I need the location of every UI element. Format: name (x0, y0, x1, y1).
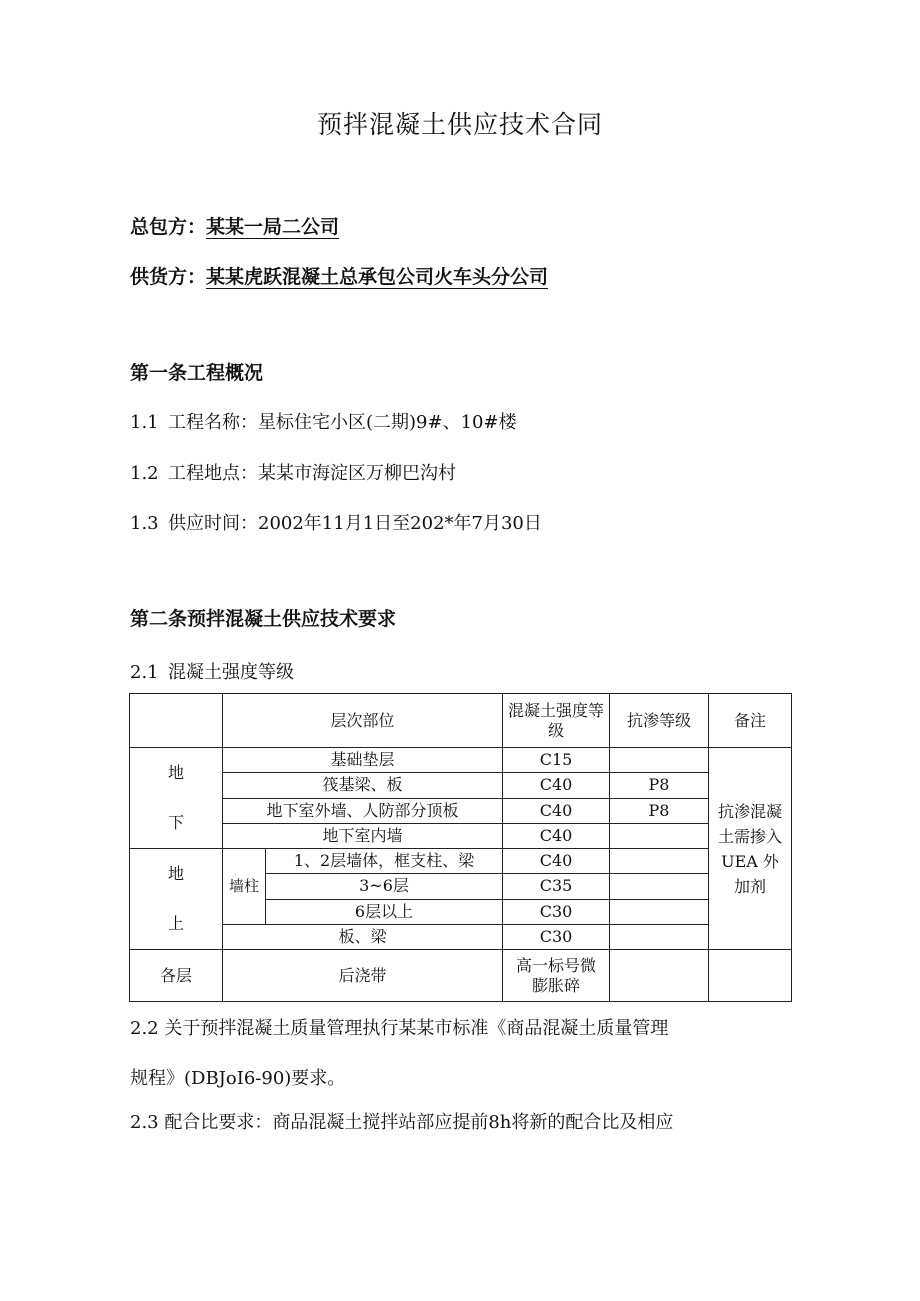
item-text: 混凝土强度等级 (168, 662, 294, 683)
table-header-row (130, 694, 792, 748)
item-number: 1.1 (130, 412, 159, 433)
article-1-heading: 第一条工程概况 (130, 362, 264, 384)
supplier-value: 某某虎跃混凝土总承包公司火车头分公司 (206, 266, 549, 288)
note-cell: 抗渗混凝土需掺入 UEA 外 加剂 (709, 748, 792, 950)
header-strength: 混凝土强度等级 (503, 694, 610, 748)
item-number: 1.2 (130, 463, 159, 484)
location-cell: 地下室外墙、人防部分顶板 (223, 798, 503, 823)
location-cell: 1、2层墙体，框支柱、梁 (266, 849, 503, 874)
impermeability-cell (610, 823, 709, 848)
supplier-label: 供货方： (130, 266, 207, 288)
impermeability-cell: P8 (610, 798, 709, 823)
impermeability-cell (610, 924, 709, 949)
item-text: 工程名称：星标住宅小区(二期)9#、10#楼 (168, 412, 517, 433)
document-title: 预拌混凝土供应技术合同 (316, 110, 603, 139)
contractor-value: 某某一局二公司 (206, 216, 340, 238)
location-cell: 3~6层 (266, 874, 503, 899)
above-ground-label: 地 上 (130, 849, 223, 950)
location-cell: 后浇带 (223, 950, 503, 1002)
strength-cell: C35 (503, 874, 610, 899)
location-cell: 6层以上 (266, 899, 503, 924)
table-row (130, 924, 792, 949)
impermeability-cell (610, 874, 709, 899)
item-number: 1.3 (130, 513, 159, 534)
location-cell: 基础垫层 (223, 748, 503, 773)
impermeability-cell (610, 748, 709, 773)
article-1-item (130, 408, 517, 434)
table-row (130, 798, 792, 823)
header-note: 备注 (709, 694, 792, 748)
item-number: 2.1 (130, 662, 159, 683)
table-row (130, 950, 792, 1002)
item-text: 供应时间：2002年11月1日至202*年7月30日 (168, 513, 542, 534)
table-row (130, 823, 792, 848)
strength-cell: 高一标号微膨胀碎 (503, 950, 610, 1002)
table-row (130, 748, 792, 773)
note-blank-cell (709, 950, 792, 1002)
location-cell: 板、梁 (223, 924, 503, 949)
article-2-sub2-line2: 规程》(DBJoI6-90)要求。 (130, 1068, 346, 1089)
impermeability-cell (610, 849, 709, 874)
article-1-item (130, 509, 542, 535)
contractor-line (130, 212, 339, 239)
item-text: 工程地点：某某市海淀区万柳巴沟村 (168, 463, 456, 484)
table-row (130, 849, 792, 874)
underground-label: 地 下 (130, 748, 223, 849)
impermeability-cell (610, 950, 709, 1002)
strength-cell: C40 (503, 823, 610, 848)
header-blank (130, 694, 223, 748)
strength-cell: C40 (503, 798, 610, 823)
strength-cell: C40 (503, 849, 610, 874)
strength-cell: C30 (503, 899, 610, 924)
impermeability-cell (610, 899, 709, 924)
article-2-sub3: 2.3 配合比要求：商品混凝土搅拌站部应提前8h将新的配合比及相应 (130, 1112, 674, 1133)
concrete-strength-table (129, 693, 792, 1002)
location-cell: 地下室内墙 (223, 823, 503, 848)
strength-cell: C30 (503, 924, 610, 949)
category-cell: 各层 (130, 950, 223, 1002)
strength-cell: C40 (503, 773, 610, 798)
header-location: 层次部位 (223, 694, 503, 748)
table-row (130, 773, 792, 798)
header-impermeability: 抗渗等级 (610, 694, 709, 748)
wall-column-label: 墙柱 (223, 849, 266, 925)
article-2-sub2-line1: 2.2 关于预拌混凝土质量管理执行某某市标准《商品混凝土质量管理 (130, 1018, 669, 1039)
article-1-item (130, 459, 456, 485)
article-2-sub1 (130, 658, 294, 684)
location-cell: 筏基梁、板 (223, 773, 503, 798)
impermeability-cell: P8 (610, 773, 709, 798)
contractor-label: 总包方： (130, 216, 207, 238)
strength-cell: C15 (503, 748, 610, 773)
article-2-heading: 第二条预拌混凝土供应技术要求 (130, 608, 397, 630)
supplier-line (130, 262, 548, 289)
